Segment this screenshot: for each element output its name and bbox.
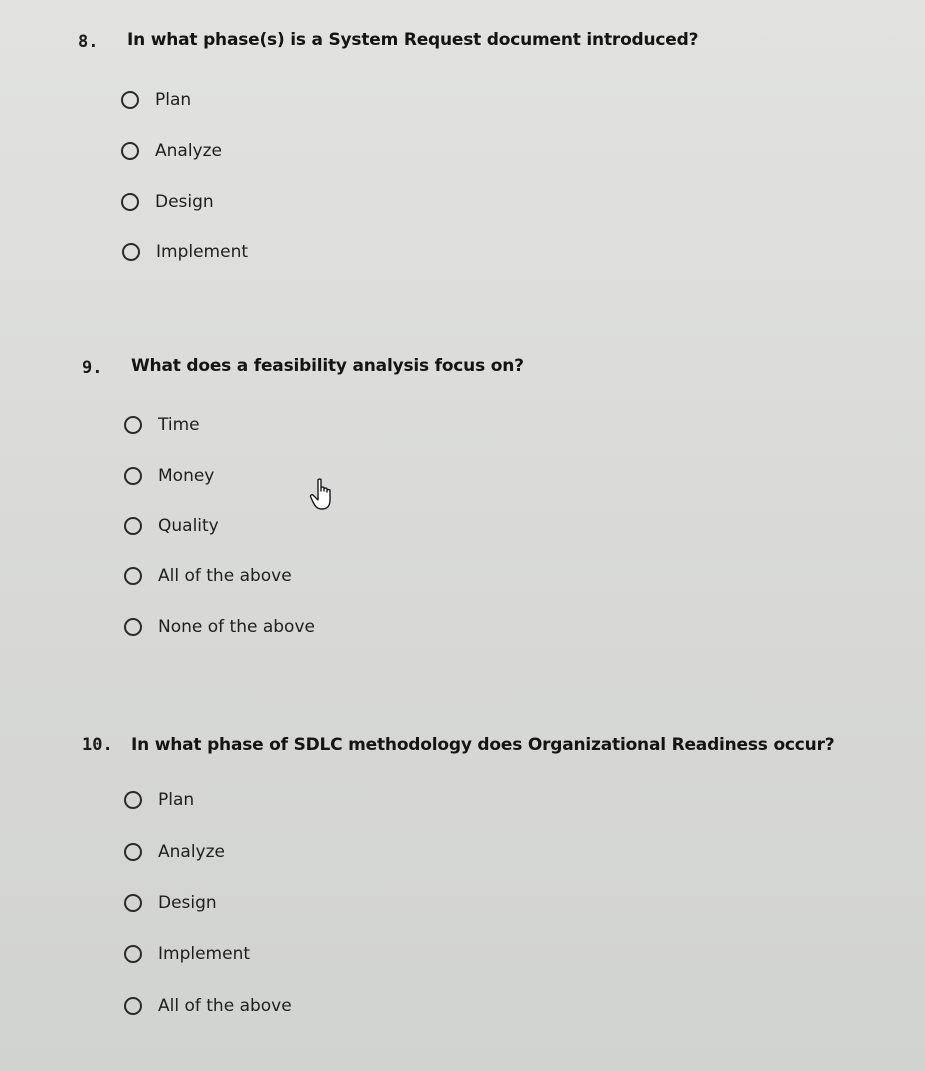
- option-label: Time: [158, 415, 200, 435]
- option-design[interactable]: [121, 187, 214, 217]
- option-label: All of the above: [158, 566, 292, 586]
- option-all-of-the-above[interactable]: [124, 991, 292, 1021]
- question-text: In what phase(s) is a System Request document introduced?: [127, 30, 699, 50]
- option-label: Design: [155, 192, 214, 212]
- question-header: [0, 30, 925, 60]
- radio-button[interactable]: [124, 618, 142, 636]
- option-none-of-the-above[interactable]: [124, 612, 315, 642]
- question-text: What does a feasibility analysis focus on?: [131, 356, 524, 376]
- option-quality[interactable]: [124, 511, 219, 541]
- option-design[interactable]: [124, 888, 217, 918]
- option-all-of-the-above[interactable]: [124, 561, 292, 591]
- option-label: None of the above: [158, 617, 315, 637]
- option-label: Plan: [158, 790, 195, 810]
- radio-button[interactable]: [124, 416, 142, 434]
- radio-button[interactable]: [124, 997, 142, 1015]
- radio-button[interactable]: [121, 193, 139, 211]
- question-text: In what phase of SDLC methodology does Organizational Readiness occur?: [131, 735, 835, 755]
- option-plan[interactable]: [124, 785, 194, 815]
- option-implement[interactable]: [124, 939, 250, 969]
- option-plan[interactable]: [121, 85, 191, 115]
- option-label: Implement: [156, 242, 249, 262]
- radio-button[interactable]: [124, 567, 142, 585]
- option-analyze[interactable]: [124, 837, 225, 867]
- radio-button[interactable]: [124, 517, 142, 535]
- radio-button[interactable]: [121, 142, 139, 160]
- option-label: Plan: [155, 90, 192, 110]
- radio-button[interactable]: [122, 243, 140, 261]
- question-number: 8.: [78, 32, 99, 52]
- option-label: Analyze: [158, 842, 225, 862]
- option-label: Money: [158, 466, 215, 486]
- hand-pointer-icon: [309, 478, 339, 512]
- radio-button[interactable]: [124, 894, 142, 912]
- radio-button[interactable]: [124, 945, 142, 963]
- option-label: Quality: [158, 516, 219, 536]
- radio-button[interactable]: [124, 791, 142, 809]
- question-header: [0, 733, 925, 763]
- option-label: Design: [158, 893, 217, 913]
- question-number: 10.: [82, 735, 113, 755]
- question-header: [0, 356, 925, 386]
- radio-button[interactable]: [124, 843, 142, 861]
- option-label: Analyze: [155, 141, 222, 161]
- question-number: 9.: [82, 358, 103, 378]
- radio-button[interactable]: [124, 467, 142, 485]
- option-label: All of the above: [158, 996, 292, 1016]
- option-label: Implement: [158, 944, 251, 964]
- option-analyze[interactable]: [121, 136, 222, 166]
- radio-button[interactable]: [121, 91, 139, 109]
- option-time[interactable]: [124, 410, 200, 440]
- option-implement[interactable]: [122, 237, 248, 267]
- option-money[interactable]: [124, 461, 214, 491]
